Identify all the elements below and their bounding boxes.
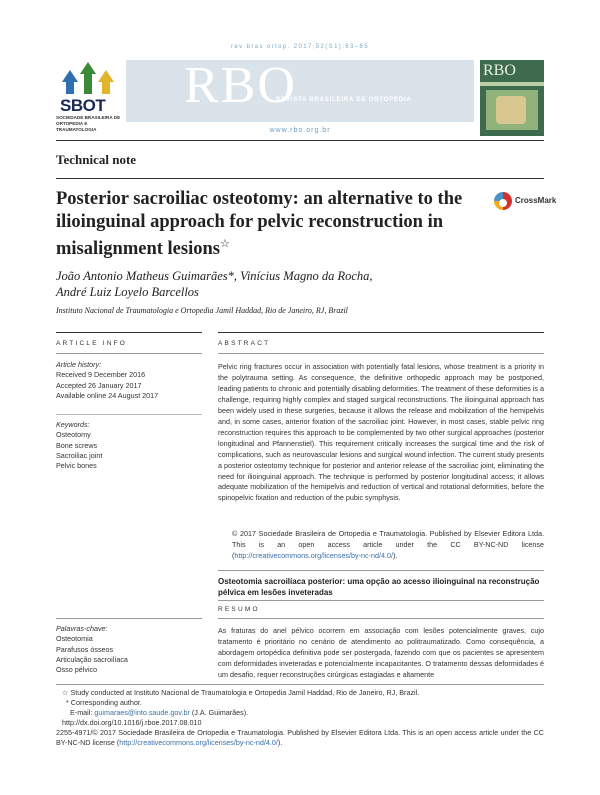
article-info-heading: ARTICLE INFO xyxy=(56,340,128,347)
abstract-copyright xyxy=(232,529,544,562)
palavra-item: Articulação sacroilíaca xyxy=(56,654,128,664)
abstract-text: Pelvic ring fractures occur in association with potentially fatal lesions, whose treatment is a priority in the polytrauma setting. As consequence, the definitive orthopedic approach may be postponed, leading patients to chronic and potentially disabling deformities. The treatment of these deformities is a challenge, requiring highly complex and staged surgical reconstructions. The ilioinguinal approach has been widely used in these surgeries, because it allows the release and mobilization of the hemipelvis and, in some cases, anterior fixation of the sacroiliac joint. However, in most cases, stable pelvic ring reconstruction requires this approach to be complemented by two other surgical approaches (posterior longitudinal and Pfannenstiel). This requirement critically increases the surgical time and the risk of complications, such as neurovascular lesions and surgical wound infection. The current study presents a posterior osteotomy technique for posterior and anterior release of the sacroiliac joint, eliminating the need for ilioinguinal approach. The technique is performed by posterior longitudinal access; it allows adequate mobilization of the hemipelvis and reduction of vertical and rotational deformities, before the spinopelvic fixation and reduction of the pubic symphysis. xyxy=(218,362,545,503)
authors-line-1: João Antonio Matheus Guimarães*, Vinícius Magno da Rocha, xyxy=(56,269,373,283)
issn-end: ). xyxy=(277,738,283,748)
journal-url[interactable]: www.rbo.org.br xyxy=(269,127,331,134)
article-title-text: Posterior sacroiliac osteotomy: an alternative to the ilioinguinal approach for pelvic reconstruction in misalignment lesions xyxy=(56,189,463,260)
copyright-text: © 2017 Sociedade Brasileira de Ortopedia e Traumatologia. Published by Elsevier Editora Ltda. This is an open access article under the CC BY-NC-ND license ( xyxy=(232,529,544,560)
sbot-wordmark: SBOT xyxy=(60,96,106,115)
resumo-top-rule xyxy=(218,600,544,601)
running-head xyxy=(0,44,600,50)
copyright-end: ). xyxy=(393,550,398,560)
author-list xyxy=(56,268,536,300)
resumo-text: As fraturas do anel pélvico ocorrem em associação com lesões potencialmente graves, cujo tratamento é prioritário no cenário de atendimento ao politraumatizado. Como consequência, a abordagem ortopédica definitiva pode ser postergada, fazendo com que os pacientes se apresentem com deformidades inveteradas e potencialmente incapacitantes. O tratamento dessas deformidades é um desafio, requer reconstruções cirúrgicas estagiadas e altamente xyxy=(218,626,544,679)
sbot-logo xyxy=(56,60,120,134)
resumo-rule xyxy=(218,618,544,619)
issn-line xyxy=(56,728,544,748)
palavra-item: Parafusos ósseos xyxy=(56,644,114,654)
study-footnote: ☆ Study conducted at Instituto Nacional de Traumatologia e Ortopedia Jamil Haddad, Rio de Janeiro, RJ, Brazil. xyxy=(62,688,420,697)
cover-title: RBO xyxy=(483,62,516,79)
email-label: E-mail: xyxy=(70,708,95,718)
corresponding-footnote: * Corresponding author. xyxy=(66,698,142,708)
palavras-chave-label: Palavras-chave: xyxy=(56,624,108,633)
crossmark-label: CrossMark xyxy=(515,196,557,205)
email-link[interactable]: guimaraes@into.saude.gov.br xyxy=(94,708,190,718)
article-type: Technical note xyxy=(56,152,137,167)
volume-info: 2017;52(S1):63–65 xyxy=(293,44,369,50)
journal-cover-thumbnail xyxy=(480,60,544,136)
article-info-rule xyxy=(56,353,202,354)
crossmark-icon xyxy=(494,192,512,210)
banner-title: RBO xyxy=(184,60,297,114)
journal-abbrev: rev bras ortop. xyxy=(231,44,291,50)
keyword-item: Osteotomy xyxy=(56,430,91,440)
portuguese-title: Osteotomia sacroilíaca posterior: uma opção ao acesso ilioinguinal na reconstrução pélvica em lesões inveteradas xyxy=(218,577,540,597)
article-history xyxy=(56,360,202,401)
footnotes xyxy=(62,688,544,719)
sbot-caption: SOCIEDADE BRASILEIRA DE ORTOPEDIA E TRAUMATOLOGIA xyxy=(56,115,121,132)
title-footnote-marker: ☆ xyxy=(219,238,230,250)
palavra-item: Osso pélvico xyxy=(56,665,98,675)
email-name: (J.A. Guimarães). xyxy=(189,708,249,718)
abstract-rule xyxy=(218,353,544,354)
keyword-item: Bone screws xyxy=(56,440,98,450)
abstract-bottom-rule xyxy=(218,570,544,571)
header-divider xyxy=(56,140,544,141)
keywords-label: Keywords: xyxy=(56,420,90,429)
history-divider xyxy=(56,414,202,415)
type-divider xyxy=(56,178,544,179)
accepted-date: Accepted 26 January 2017 xyxy=(56,380,142,390)
history-label: Article history: xyxy=(56,360,102,369)
license-link[interactable]: http://creativecommons.org/licenses/by-nc-nd/4.0/ xyxy=(234,550,394,560)
resumo-heading: RESUMO xyxy=(218,606,260,613)
affiliation: Instituto Nacional de Traumatologia e Ortopedia Jamil Haddad, Rio de Janeiro, RJ, Brazil xyxy=(56,306,348,315)
footnote-rule xyxy=(56,684,544,685)
issn-license-link[interactable]: http://creativecommons.org/licenses/by-nc-nd/4.0/ xyxy=(119,738,278,748)
palavras-chave-block xyxy=(56,624,202,675)
authors-line-2: André Luiz Loyelo Barcellos xyxy=(56,285,199,299)
article-info-top-rule xyxy=(56,332,202,333)
keyword-item: Pelvic bones xyxy=(56,461,97,471)
cover-image-detail xyxy=(496,96,526,124)
keyword-item: Sacroiliac joint xyxy=(56,450,103,460)
online-date: Available online 24 August 2017 xyxy=(56,390,159,400)
keywords-block xyxy=(56,420,202,471)
issn-text: 2255-4971/© 2017 Sociedade Brasileira de Ortopedia e Traumatologia. Published by Elsevier Editora Ltda. This is an open access article under the CC BY-NC-ND license ( xyxy=(56,728,544,748)
received-date: Received 9 December 2016 xyxy=(56,370,146,380)
cover-band xyxy=(480,82,544,86)
palavras-top-rule xyxy=(56,618,202,619)
crossmark-badge[interactable] xyxy=(494,190,557,214)
abstract-top-rule xyxy=(218,332,544,333)
journal-banner xyxy=(126,60,474,122)
palavra-item: Osteotomia xyxy=(56,634,93,644)
doi-link[interactable]: http://dx.doi.org/10.1016/j.rboe.2017.08.010 xyxy=(62,718,202,727)
article-title xyxy=(56,188,486,261)
banner-subtitle: REVISTA BRASILEIRA DE ORTOPEDIA xyxy=(276,97,412,103)
abstract-heading: ABSTRACT xyxy=(218,340,271,347)
